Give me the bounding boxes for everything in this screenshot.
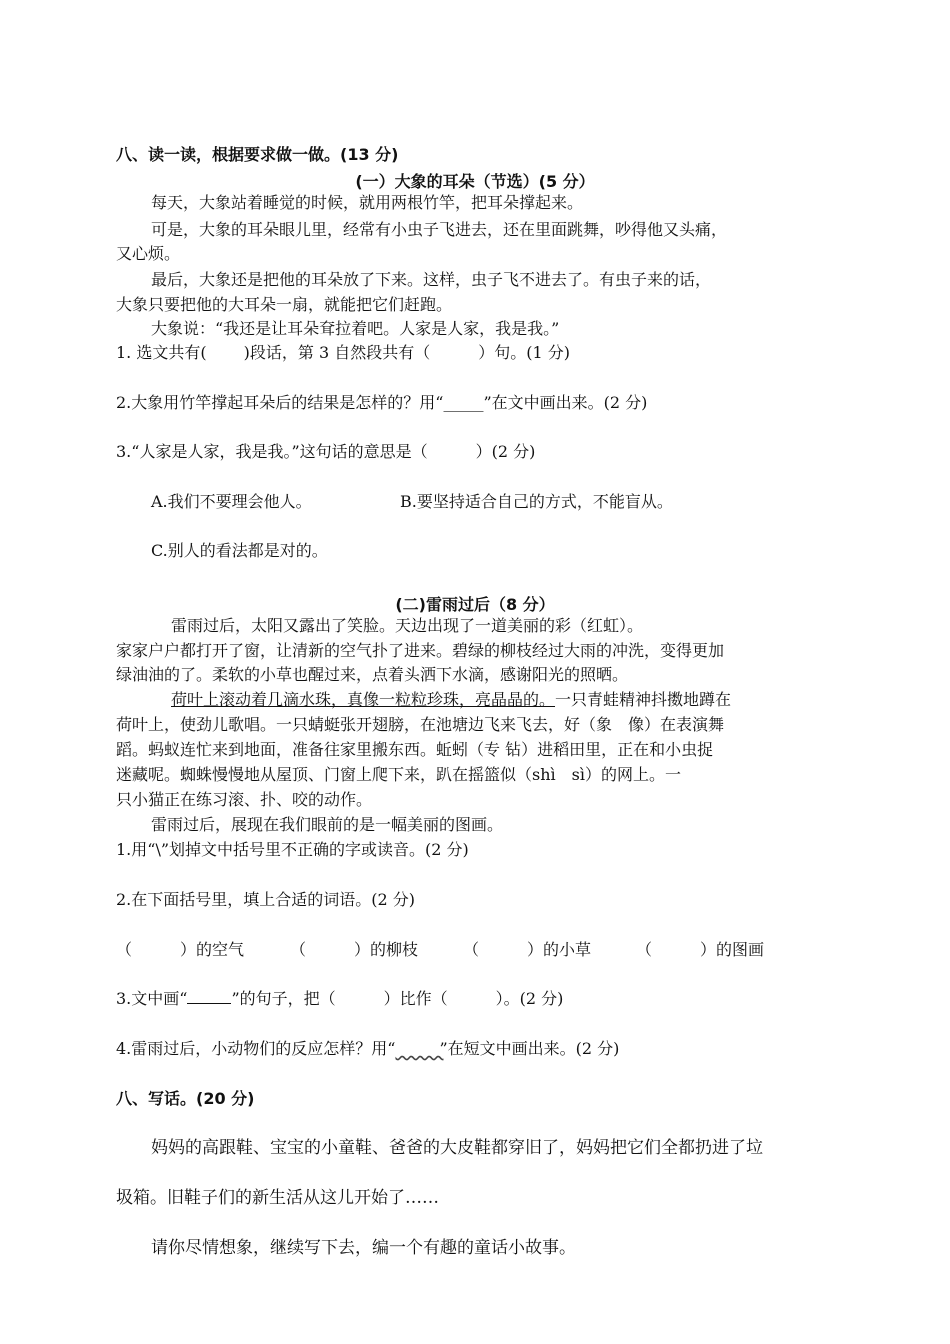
passage2-paragraph: 绿油油的了。柔软的小草也醒过来，点着头洒下水滴，感谢阳光的照晒。 xyxy=(116,665,629,684)
question-2: 2.大象用竹竿撑起耳朵后的结果是怎样的？用“_____”在文中画出来。(2 分) xyxy=(116,393,648,412)
passage2-paragraph: 雷雨过后，展现在我们眼前的是一幅美丽的图画。 xyxy=(151,815,504,834)
fill-blank-4: （ ）的图画 xyxy=(636,940,765,959)
passage2-paragraph: 迷藏呢。蜘蛛慢慢地从屋顶、门窗上爬下来，趴在摇篮似（shì sì）的网上。一 xyxy=(116,765,681,784)
writing-prompt: 请你尽情想象，继续写下去，编一个有趣的童话小故事。 xyxy=(151,1238,576,1258)
passage2-paragraph: 雷雨过后，太阳又露出了笑脸。天边出现了一道美丽的彩（红虹）。 xyxy=(171,616,644,635)
writing-prompt: 妈妈的高跟鞋、宝宝的小童鞋、爸爸的大皮鞋都穿旧了，妈妈把它们全都扔进了垃 xyxy=(151,1138,763,1158)
wavy-underline-mark xyxy=(395,1039,439,1053)
option-c: C.别人的看法都是对的。 xyxy=(151,541,328,560)
question-text: 3.文中画“ xyxy=(116,989,188,1008)
passage1-paragraph: 最后，大象还是把他的耳朵放了下来。这样，虫子飞不进去了。有虫子来的话， xyxy=(151,270,712,289)
passage1-paragraph: 每天，大象站着睡觉的时候，就用两根竹竿，把耳朵撑起来。 xyxy=(151,193,584,212)
fill-blank-3: （ ）的小草 xyxy=(463,940,592,959)
question-text: ”的句子，把（ ）比作（ ）。(2 分) xyxy=(231,989,564,1008)
option-b: B.要坚持适合自己的方式，不能盲从。 xyxy=(400,492,673,511)
question-text: 4.雷雨过后，小动物们的反应怎样？用“ xyxy=(116,1039,396,1058)
passage1-paragraph: 可是，大象的耳朵眼儿里，经常有小虫子飞进去，还在里面跳舞，吵得他又头痛， xyxy=(151,220,728,239)
question-text: ”在短文中画出来。(2 分) xyxy=(439,1039,620,1058)
passage1-title: (一）大象的耳朵（节选）(5 分） xyxy=(355,172,595,191)
passage2-question-1: 1.用“\”划掉文中括号里不正确的字或读音。(2 分) xyxy=(116,840,469,859)
passage2-text: 一只青蛙精神抖擞地蹲在 xyxy=(555,690,732,709)
fill-blank-2: （ ）的柳枝 xyxy=(290,940,419,959)
passage2-paragraph: 家家户户都打开了窗，让清新的空气扑了进来。碧绿的柳枝经过大雨的冲洗，变得更加 xyxy=(116,641,725,660)
passage2-question-4 xyxy=(116,1039,619,1059)
option-a: A.我们不要理会他人。 xyxy=(151,492,312,511)
underlined-sentence: 荷叶上滚动着几滴水珠，真像一粒粒珍珠，亮晶晶的。 xyxy=(171,690,556,709)
writing-prompt: 圾箱。旧鞋子们的新生活从这儿开始了…… xyxy=(116,1188,439,1208)
passage1-paragraph: 又心烦。 xyxy=(116,244,181,263)
question-3: 3.“人家是人家，我是我。”这句话的意思是（ ）(2 分) xyxy=(116,442,536,461)
underline-mark xyxy=(187,989,231,1004)
section-heading: 八、读一读，根据要求做一做。(13 分) xyxy=(116,145,399,164)
passage2-paragraph-line xyxy=(171,690,731,710)
fill-blank-1: （ ）的空气 xyxy=(116,940,245,959)
passage1-paragraph: 大象说：“我还是让耳朵耷拉着吧。人家是人家，我是我。” xyxy=(151,319,560,338)
passage2-paragraph: 只小猫正在练习滚、扑、咬的动作。 xyxy=(116,790,373,809)
passage2-question-2: 2.在下面括号里，填上合适的词语。(2 分) xyxy=(116,890,416,909)
passage1-paragraph: 大象只要把他的大耳朵一扇，就能把它们赶跑。 xyxy=(116,295,453,314)
passage2-paragraph: 蹈。蚂蚁连忙来到地面，准备往家里搬东西。蚯蚓（专 钻）进稻田里，正在和小虫捉 xyxy=(116,740,714,759)
passage2-title: (二)雷雨过后（8 分） xyxy=(395,595,555,614)
writing-heading: 八、写话。(20 分) xyxy=(116,1089,255,1108)
question-1: 1. 选文共有( )段话，第 3 自然段共有（ ）句。(1 分) xyxy=(116,343,571,362)
passage2-question-3 xyxy=(116,989,563,1009)
passage2-paragraph: 荷叶上，使劲儿歌唱。一只蜻蜓张开翅膀，在池塘边飞来飞去，好（象 像）在表演舞 xyxy=(116,715,725,734)
